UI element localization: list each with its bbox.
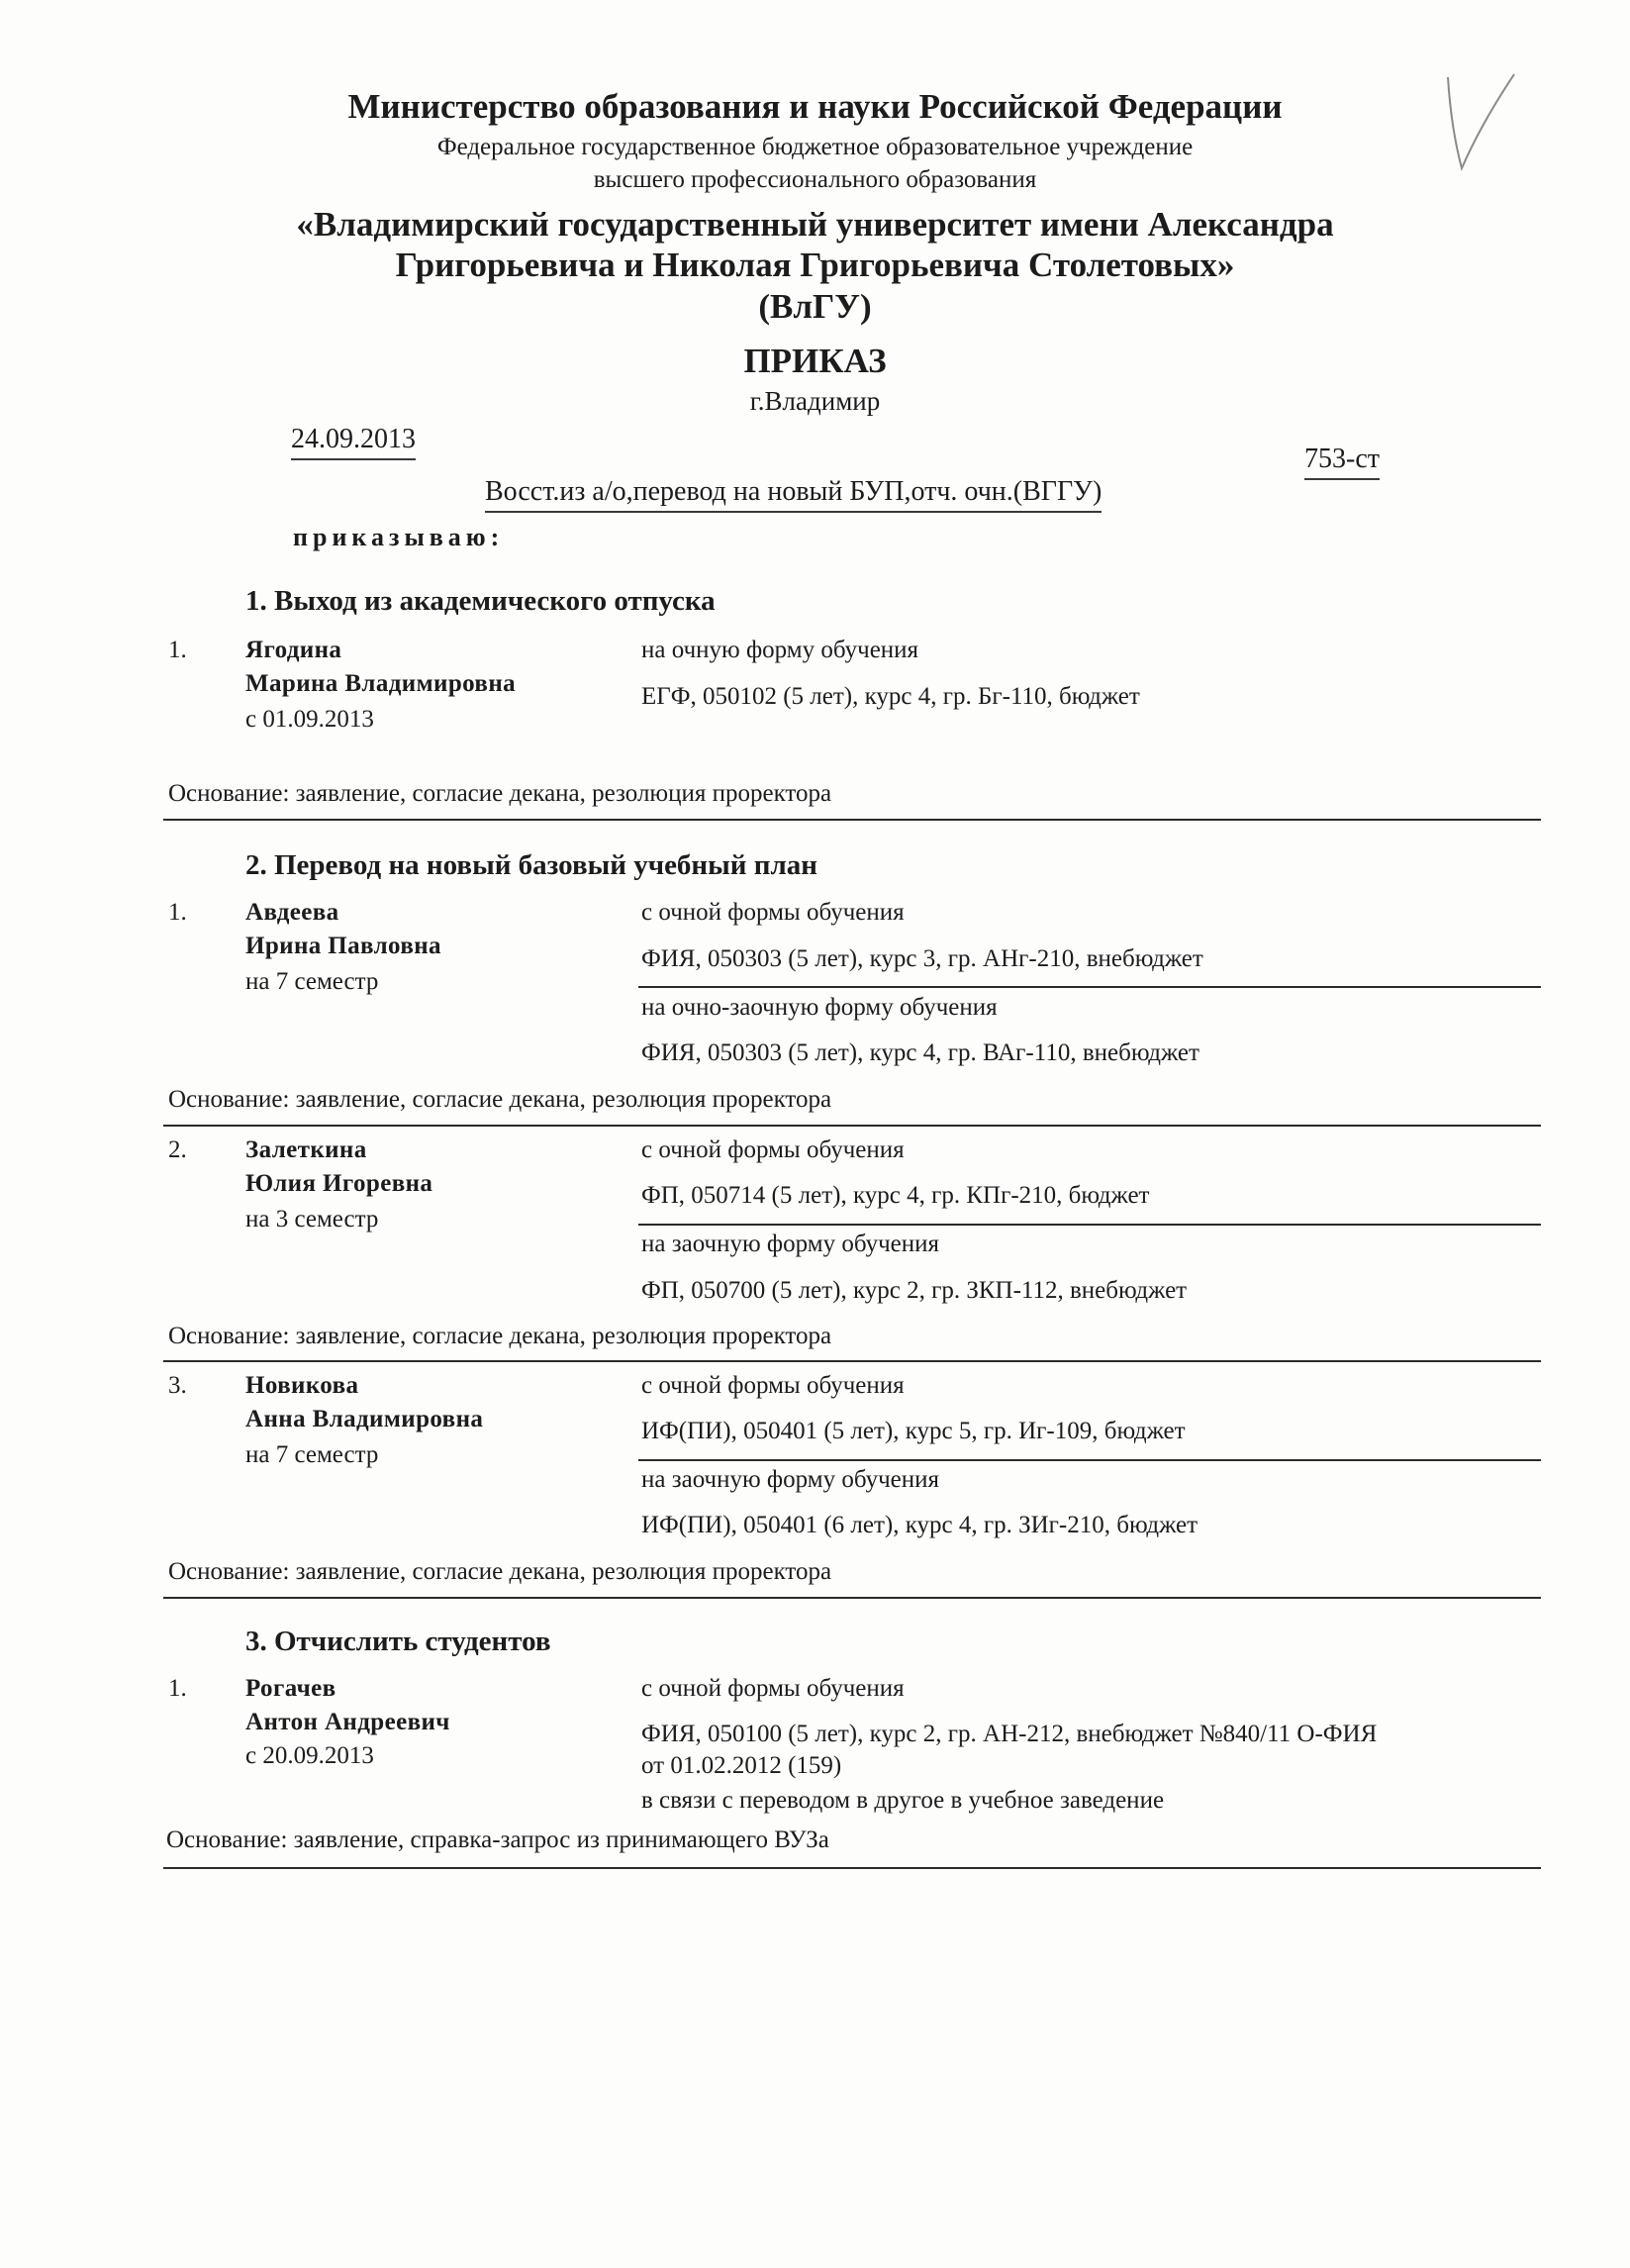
study-form-to: на заочную форму обучения bbox=[641, 1466, 940, 1493]
city: г.Владимир bbox=[749, 386, 881, 416]
order-number: 753-ст bbox=[1304, 444, 1380, 480]
entry-index: 3. bbox=[168, 1372, 187, 1399]
ministry-title: Министерство образования и науки Российской Федерации bbox=[347, 87, 1283, 126]
divider bbox=[638, 986, 1541, 988]
student-given-name: Юлия Игоревна bbox=[245, 1170, 433, 1197]
student-surname: Рогачев bbox=[245, 1675, 336, 1702]
study-form-from: с очной формы обучения bbox=[641, 1136, 905, 1163]
student-note: на 7 семестр bbox=[245, 968, 379, 995]
entry-index: 1. bbox=[168, 1675, 187, 1702]
basis-text: Основание: заявление, согласие декана, резолюция проректора bbox=[168, 780, 832, 807]
dismissal-reason: в связи с переводом в другое в учебное заведение bbox=[641, 1787, 1165, 1814]
study-form-from: с очной формы обучения bbox=[641, 899, 905, 926]
order-date: 24.09.2013 bbox=[291, 424, 416, 460]
student-surname: Авдеева bbox=[245, 899, 339, 926]
student-note: на 7 семестр bbox=[245, 1441, 379, 1468]
student-surname: Новикова bbox=[245, 1372, 359, 1399]
institution-line-2: высшего профессионального образования bbox=[593, 166, 1037, 193]
divider bbox=[163, 1597, 1541, 1599]
basis-text: Основание: заявление, согласие декана, резолюция проректора bbox=[168, 1323, 832, 1349]
student-given-name: Марина Владимировна bbox=[245, 670, 517, 697]
study-program-to: ИФ(ПИ), 050401 (6 лет), курс 4, гр. ЗИг-210, бюджет bbox=[641, 1512, 1199, 1538]
divider bbox=[163, 1360, 1541, 1362]
student-surname: Залеткина bbox=[245, 1136, 367, 1163]
order-word: приказываю: bbox=[293, 523, 505, 551]
study-program-to: ФП, 050700 (5 лет), курс 2, гр. ЗКП-112, внебюджет bbox=[641, 1277, 1188, 1304]
study-program-from: ФП, 050714 (5 лет), курс 4, гр. КПг-210, бюджет bbox=[641, 1182, 1150, 1209]
student-note: с 01.09.2013 bbox=[245, 706, 374, 733]
student-given-name: Антон Андреевич bbox=[245, 1709, 450, 1735]
order-reference: от 01.02.2012 (159) bbox=[641, 1752, 842, 1779]
student-given-name: Ирина Павловна bbox=[245, 933, 441, 959]
study-program-to: ФИЯ, 050303 (5 лет), курс 4, гр. ВАг-110, внебюджет bbox=[641, 1039, 1199, 1066]
study-program-from: ФИЯ, 050303 (5 лет), курс 3, гр. АНг-210, внебюджет bbox=[641, 945, 1203, 972]
section-title: 2. Перевод на новый базовый учебный план bbox=[245, 849, 817, 881]
divider bbox=[638, 1459, 1541, 1461]
study-program: ЕГФ, 050102 (5 лет), курс 4, гр. Бг-110, бюджет bbox=[641, 683, 1140, 710]
study-form: с очной формы обучения bbox=[641, 1675, 905, 1702]
student-note: на 3 семестр bbox=[245, 1206, 379, 1233]
student-given-name: Анна Владимировна bbox=[245, 1406, 484, 1432]
section-title: 1. Выход из академического отпуска bbox=[245, 585, 716, 617]
order-subject: Восст.из а/о,перевод на новый БУП,отч. очн.(ВГГУ) bbox=[485, 476, 1102, 513]
study-form: на очную форму обучения bbox=[641, 637, 919, 663]
document-type: ПРИКАЗ bbox=[743, 342, 887, 380]
study-form-to: на очно-заочную форму обучения bbox=[641, 994, 998, 1021]
entry-index: 1. bbox=[168, 637, 187, 663]
study-program: ФИЯ, 050100 (5 лет), курс 2, гр. АН-212, внебюджет №840/11 О-ФИЯ bbox=[641, 1721, 1378, 1747]
university-line-2: Григорьевича и Николая Григорьевича Столетовых» bbox=[395, 246, 1235, 284]
basis-text: Основание: заявление, справка-запрос из принимающего ВУЗа bbox=[166, 1826, 829, 1853]
divider bbox=[163, 1125, 1541, 1127]
entry-index: 2. bbox=[168, 1136, 187, 1163]
study-form-to: на заочную форму обучения bbox=[641, 1231, 940, 1257]
divider bbox=[163, 819, 1541, 821]
entry-index: 1. bbox=[168, 899, 187, 926]
student-surname: Ягодина bbox=[245, 637, 342, 663]
institution-line-1: Федеральное государственное бюджетное образовательное учреждение bbox=[436, 134, 1194, 160]
basis-text: Основание: заявление, согласие декана, резолюция проректора bbox=[168, 1086, 832, 1113]
study-program-from: ИФ(ПИ), 050401 (5 лет), курс 5, гр. Иг-109, бюджет bbox=[641, 1418, 1186, 1444]
study-form-from: с очной формы обучения bbox=[641, 1372, 905, 1399]
university-line-1: «Владимирский государственный университет имени Александра bbox=[296, 205, 1334, 244]
section-title: 3. Отчислить студентов bbox=[245, 1626, 551, 1657]
divider bbox=[163, 1867, 1541, 1869]
basis-text: Основание: заявление, согласие декана, резолюция проректора bbox=[168, 1558, 832, 1585]
student-note: с 20.09.2013 bbox=[245, 1742, 374, 1769]
university-abbreviation: (ВлГУ) bbox=[758, 287, 872, 326]
divider bbox=[638, 1224, 1541, 1226]
